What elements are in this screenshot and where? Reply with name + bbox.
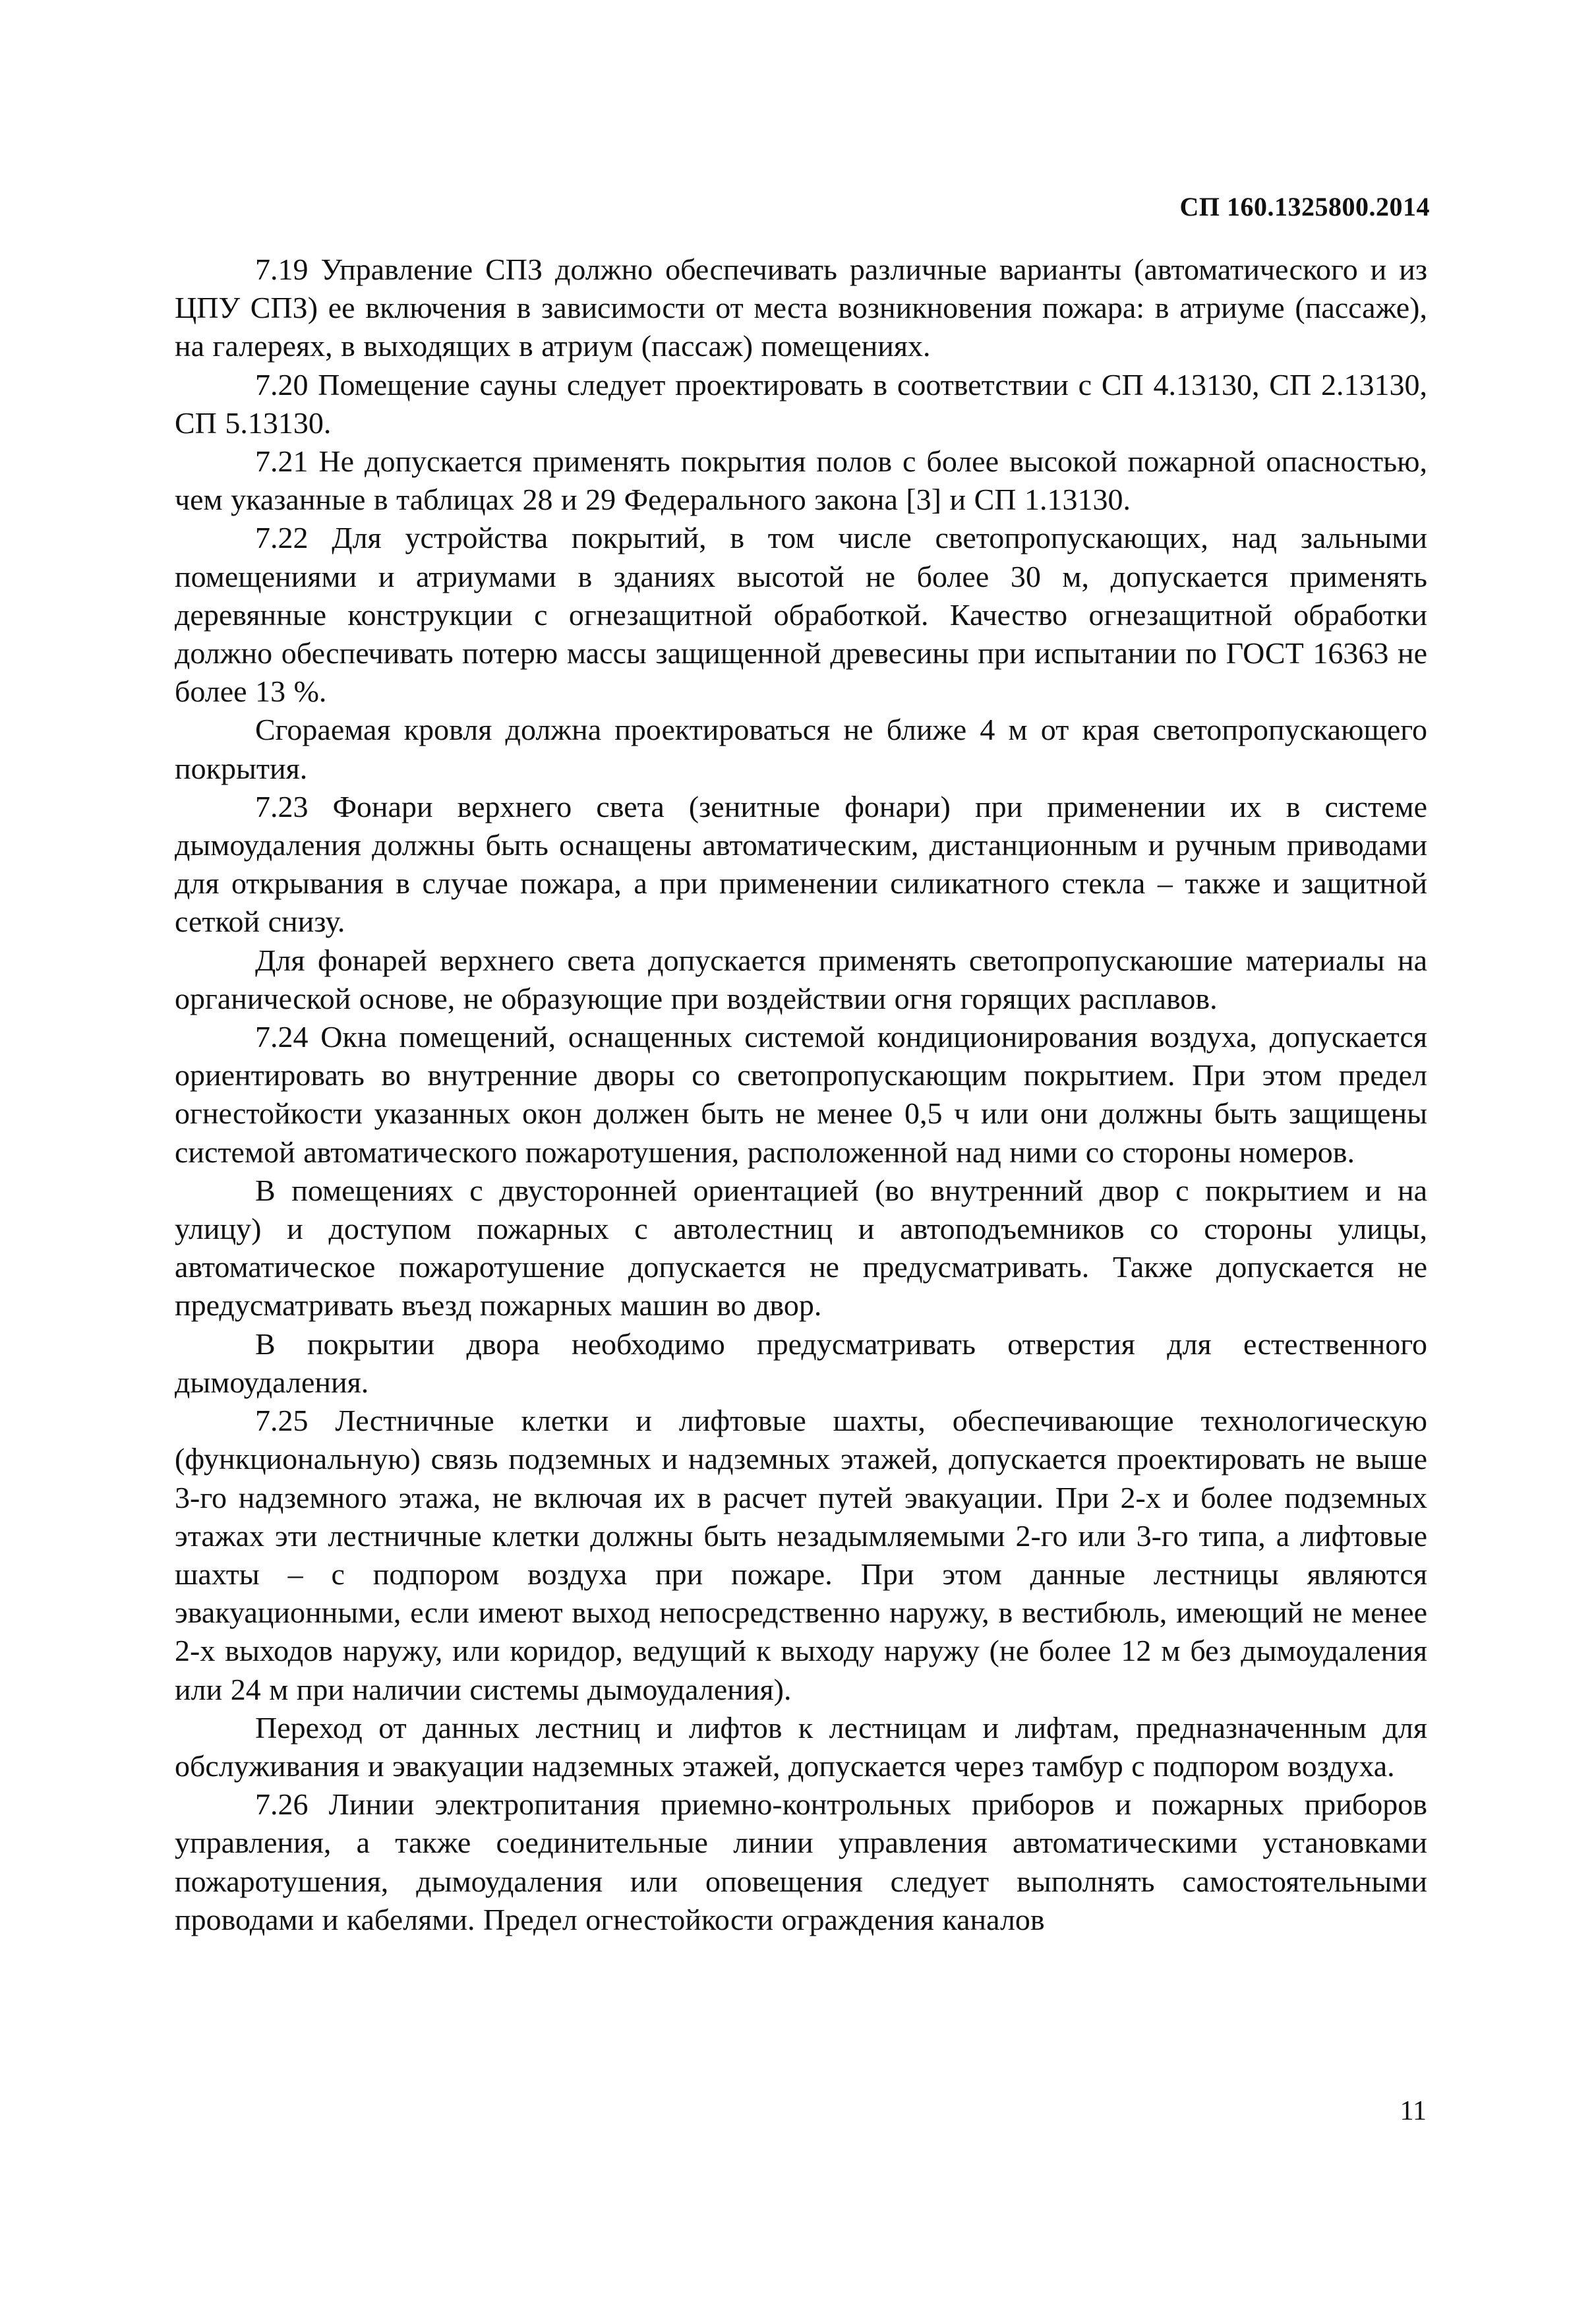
paragraph-7-20: 7.20 Помещение сауны следует проектировать в соответствии с СП 4.13130, СП 2.13130, СП 5.13130. <box>175 367 1427 440</box>
paragraph-7-19: 7.19 Управление СПЗ должно обеспечивать различные варианты (автоматического и из ЦПУ СПЗ) ее включения в зависимости от места возникновения пожара: в атриуме (пассаже), на галереях, в выходящих в атриум (пассаж) помещениях. <box>175 253 1427 363</box>
paragraph-7-22-roof: Сгораемая кровля должна проектироваться не ближе 4 м от края светопропускающего покрытия. <box>175 713 1427 785</box>
document-code-header: СП 160.1325800.2014 <box>1179 192 1430 222</box>
paragraph-7-23: 7.23 Фонари верхнего света (зенитные фонари) при применении их в системе дымоудаления должны быть оснащены автоматическим, дистанционным и ручным приводами для открывания в случае пожара, а при применении силикатного стекла – также и защитной сеткой снизу. <box>175 789 1427 939</box>
paragraph-7-25-transition: Переход от данных лестниц и лифтов к лестницам и лифтам, предназначенным для обслуживания и эвакуации надземных этажей, допускается через тамбур с подпором воздуха. <box>175 1710 1427 1783</box>
paragraph-7-24-smoke-openings: В покрытии двора необходимо предусматривать отверстия для естественного дымоудаления. <box>175 1327 1427 1399</box>
paragraph-7-24-dual-orientation: В помещениях с двусторонней ориентацией (во внутренний двор с покрытием и на улицу) и доступом пожарных с автолестниц и автоподъемников со стороны улицы, автоматическое пожаротушение допускается не предусматривать. Также допускается не предусматривать въезд пожарных машин во двор. <box>175 1173 1427 1323</box>
paragraph-7-23-materials: Для фонарей верхнего света допускается применять светопропускаюшие материалы на органической основе, не образующие при воздействии огня горящих расплавов. <box>175 943 1427 1015</box>
paragraph-7-22: 7.22 Для устройства покрытий, в том числе светопропускающих, над зальными помещениями и атриумами в зданиях высотой не более 30 м, допускается применять деревянные конструкции с огнезащитной обработкой. Качество огнезащитной обработки должно обеспечивать потерю массы защищенной древесины при испытании по ГОСТ 16363 не более 13 %. <box>175 521 1427 709</box>
paragraph-7-21: 7.21 Не допускается применять покрытия полов с более высокой пожарной опасностью, чем указанные в таблицах 28 и 29 Федерального закона [3] и СП 1.13130. <box>175 444 1427 517</box>
page-number: 11 <box>1400 2096 1427 2126</box>
paragraph-7-24: 7.24 Окна помещений, оснащенных системой кондиционирования воздуха, допускается ориентировать во внутренние дворы со светопропускающим покрытием. При этом предел огнестойкости указанных окон должен быть не менее 0,5 ч или они должны быть защищены системой автоматического пожаротушения, расположенной над ними со стороны номеров. <box>175 1020 1427 1169</box>
paragraph-7-25: 7.25 Лестничные клетки и лифтовые шахты, обеспечивающие технологическую (функциональную) связь подземных и надземных этажей, допускается проектировать не выше 3-го надземного этажа, не включая их в расчет путей эвакуации. При 2-х и более подземных этажах эти лестничные клетки должны быть незадымляемыми 2-го или 3-го типа, а лифтовые шахты – с подпором воздуха при пожаре. При этом данные лестницы являются эвакуационными, если имеют выход непосредственно наружу, в вестибюль, имеющий не менее 2-х выходов наружу, или коридор, ведущий к выходу наружу (не более 12 м без дымоудаления или 24 м при наличии системы дымоудаления). <box>175 1404 1427 1706</box>
paragraph-7-26: 7.26 Линии электропитания приемно-контрольных приборов и пожарных приборов управления, а также соединительные линии управления автоматическими установками пожаротушения, дымоудаления или оповещения следует выполнять самостоятельными проводами и кабелями. Предел огнестойкости ограждения каналов <box>175 1787 1427 1936</box>
document-body <box>175 251 1427 1939</box>
